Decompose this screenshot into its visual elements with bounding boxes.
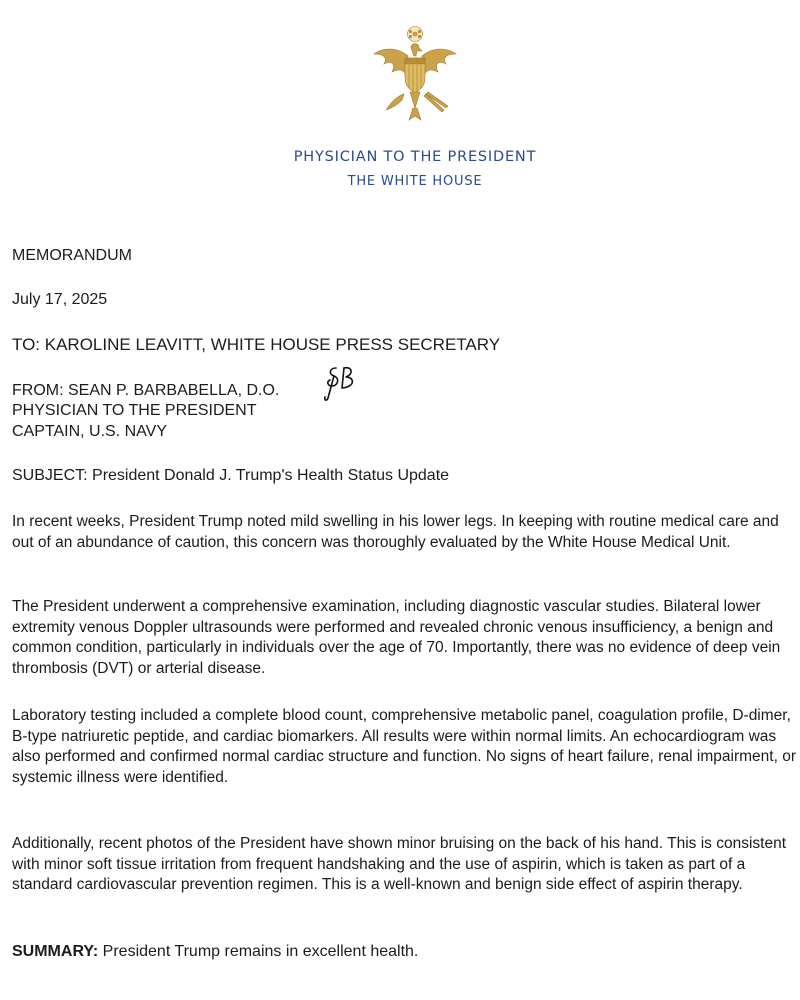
memo-from-name: FROM: SEAN P. BARBABELLA, D.O. xyxy=(12,382,280,399)
memo-from-title: PHYSICIAN TO THE PRESIDENT xyxy=(12,402,257,419)
body-paragraph-laboratory: Laboratory testing included a complete blood count, comprehensive metabolic panel, coagulation profile, D-dimer, B-type natriuretic peptide, and cardiac biomarkers. All results were within normal limits. An echocardiogram was also performed and confirmed normal cardiac structure and function. No signs of heart failure, renal impairment, or systemic illness were identified. xyxy=(12,707,796,787)
memo-subject: SUBJECT: President Donald J. Trump's Health Status Update xyxy=(12,467,450,484)
summary-text: President Trump remains in excellent health. xyxy=(98,943,419,960)
letterhead-subtitle: THE WHITE HOUSE xyxy=(347,174,483,189)
summary-label: SUMMARY: xyxy=(12,943,99,960)
body-paragraph-swelling: In recent weeks, President Trump noted mild swelling in his lower legs. In keeping with routine medical care and out of an abundance of caution, this concern was thoroughly evaluated by the White House Medical Unit. xyxy=(12,513,779,551)
body-paragraph-bruising: Additionally, recent photos of the President have shown minor bruising on the back of his hand. This is consistent with minor soft tissue irritation from frequent handshaking and the use of aspirin, which is taken as part of a standard cardiovascular prevention regimen. This is a well-known and benign side effect of aspirin therapy. xyxy=(12,835,787,894)
presidential-seal-icon xyxy=(370,24,460,122)
body-paragraph-examination: The President underwent a comprehensive examination, including diagnostic vascular studies. Bilateral lower extremity venous Doppler ultrasounds were performed and revealed chronic venous insufficiency, a benign and common condition, particularly in individuals over the age of 70. Importantly, there was no evidence of deep vein thrombosis (DVT) or arterial disease. xyxy=(12,598,781,678)
memo-from-rank: CAPTAIN, U.S. NAVY xyxy=(12,423,167,440)
memo-heading: MEMORANDUM xyxy=(12,247,132,264)
handwritten-initials-signature xyxy=(322,364,366,404)
memo-date: July 17, 2025 xyxy=(12,291,108,308)
letterhead-title: PHYSICIAN TO THE PRESIDENT xyxy=(293,149,537,165)
memo-to: TO: KAROLINE LEAVITT, WHITE HOUSE PRESS SECRETARY xyxy=(12,335,501,354)
summary-line xyxy=(12,942,418,961)
